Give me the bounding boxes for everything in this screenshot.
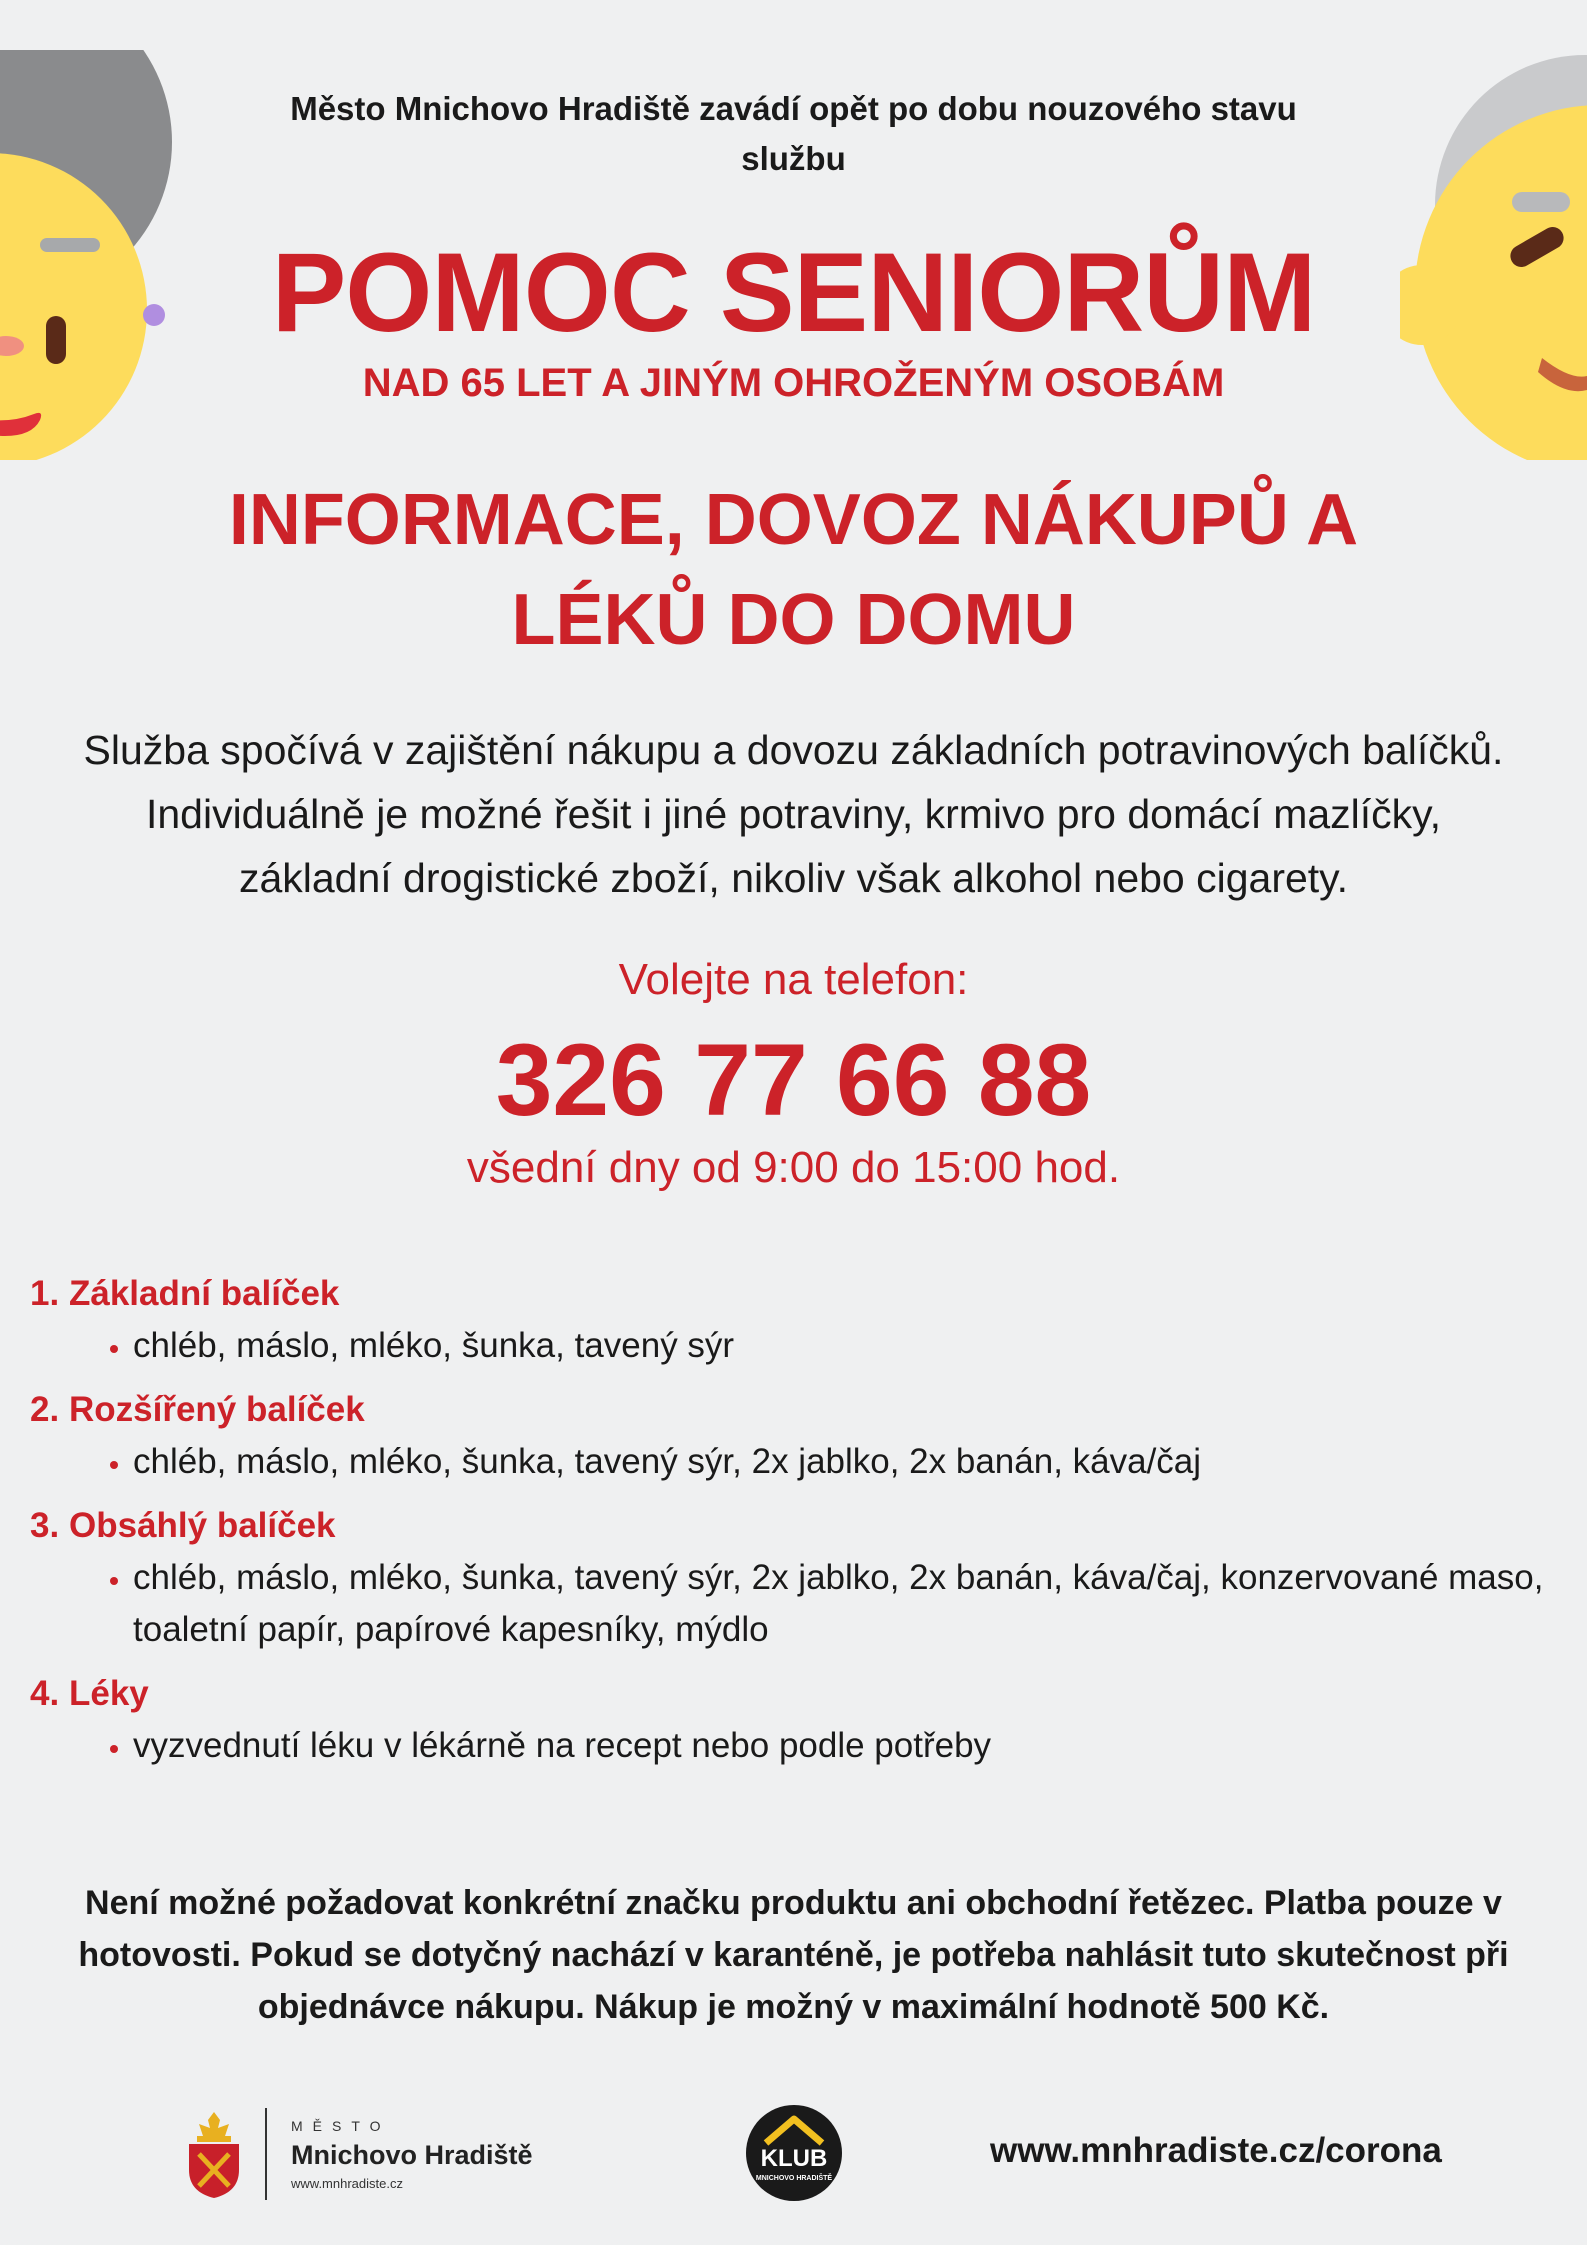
service-description: Služba spočívá v zajištění nákupu a dovozu základních potravinových balíčků. Individuálně je možné řešit i jiné potraviny, krmivo pro domácí mazlíčky, základní drogistické zboží, nikoliv však alkohol nebo cigarety. (83, 727, 1504, 901)
club-logo[interactable] (744, 2103, 844, 2203)
service-hours: všední dny od 9:00 do 15:00 hod. (466, 1143, 1121, 1192)
grandpa-eyebrow (1512, 192, 1570, 212)
package-item (30, 1268, 1550, 1372)
package-heading (30, 1384, 1550, 1436)
package-list (30, 1268, 1550, 1784)
package-name: Léky (69, 1674, 149, 1713)
package-item (30, 1668, 1550, 1772)
call-label: Volejte na telefon: (618, 955, 969, 1004)
intro-text: Město Mnichovo Hradiště zavádí opět po dobu nouzového stavu službu (290, 90, 1297, 177)
city-name: Mnichovo Hradiště (291, 2140, 533, 2170)
package-number: 3. (30, 1506, 60, 1545)
package-name: Základní balíček (69, 1274, 340, 1313)
phone-number[interactable]: 326 77 66 88 (495, 1023, 1092, 1137)
package-content: • chléb, máslo, mléko, šunka, tavený sýr, 2x jablko, 2x banán, káva/čaj (133, 1436, 1550, 1488)
package-name: Rozšířený balíček (69, 1390, 365, 1429)
service-headline: INFORMACE, DOVOZ NÁKUPŮ A LÉKŮ DO DOMU (228, 480, 1359, 660)
package-content: • chléb, máslo, mléko, šunka, tavený sýr, 2x jablko, 2x banán, káva/čaj, konzervované maso, toaletní papír, papírové kapesníky, mýdlo (133, 1552, 1550, 1656)
package-content: • chléb, máslo, mléko, šunka, tavený sýr (133, 1320, 1550, 1372)
website-link[interactable]: www.mnhradiste.cz/corona (990, 2131, 1442, 2170)
city-crest-icon (185, 2110, 243, 2200)
package-number: 1. (30, 1274, 60, 1313)
package-item (30, 1500, 1550, 1656)
city-label-small: MĚSTO (291, 2118, 391, 2134)
package-item (30, 1384, 1550, 1488)
package-name: Obsáhlý balíček (69, 1506, 336, 1545)
package-number: 4. (30, 1674, 60, 1713)
city-logo[interactable] (185, 2108, 605, 2200)
package-heading (30, 1668, 1550, 1720)
package-heading (30, 1500, 1550, 1552)
package-content: • vyzvednutí léku v lékárně na recept nebo podle potřeby (133, 1720, 1550, 1772)
logo-divider (265, 2108, 267, 2200)
package-number: 2. (30, 1390, 60, 1429)
package-heading (30, 1268, 1550, 1320)
club-name: KLUB (760, 2145, 828, 2172)
club-subtitle: MNICHOVO HRADIŠTĚ (755, 2175, 833, 2182)
page-subtitle: NAD 65 LET A JINÝM OHROŽENÝM OSOBÁM (362, 361, 1225, 405)
city-url: www.mnhradiste.cz (291, 2176, 403, 2191)
terms-notice: Není možné požadovat konkrétní značku produktu ani obchodní řetězec. Platba pouze v hotovosti. Pokud se dotyčný nachází v karanténě, je potřeba nahlásit tuto skutečnost při objednávce nákupu. Nákup je možný v maximální hodnotě 500 Kč. (78, 1884, 1509, 2026)
page-title: POMOC SENIORŮM (271, 230, 1316, 355)
